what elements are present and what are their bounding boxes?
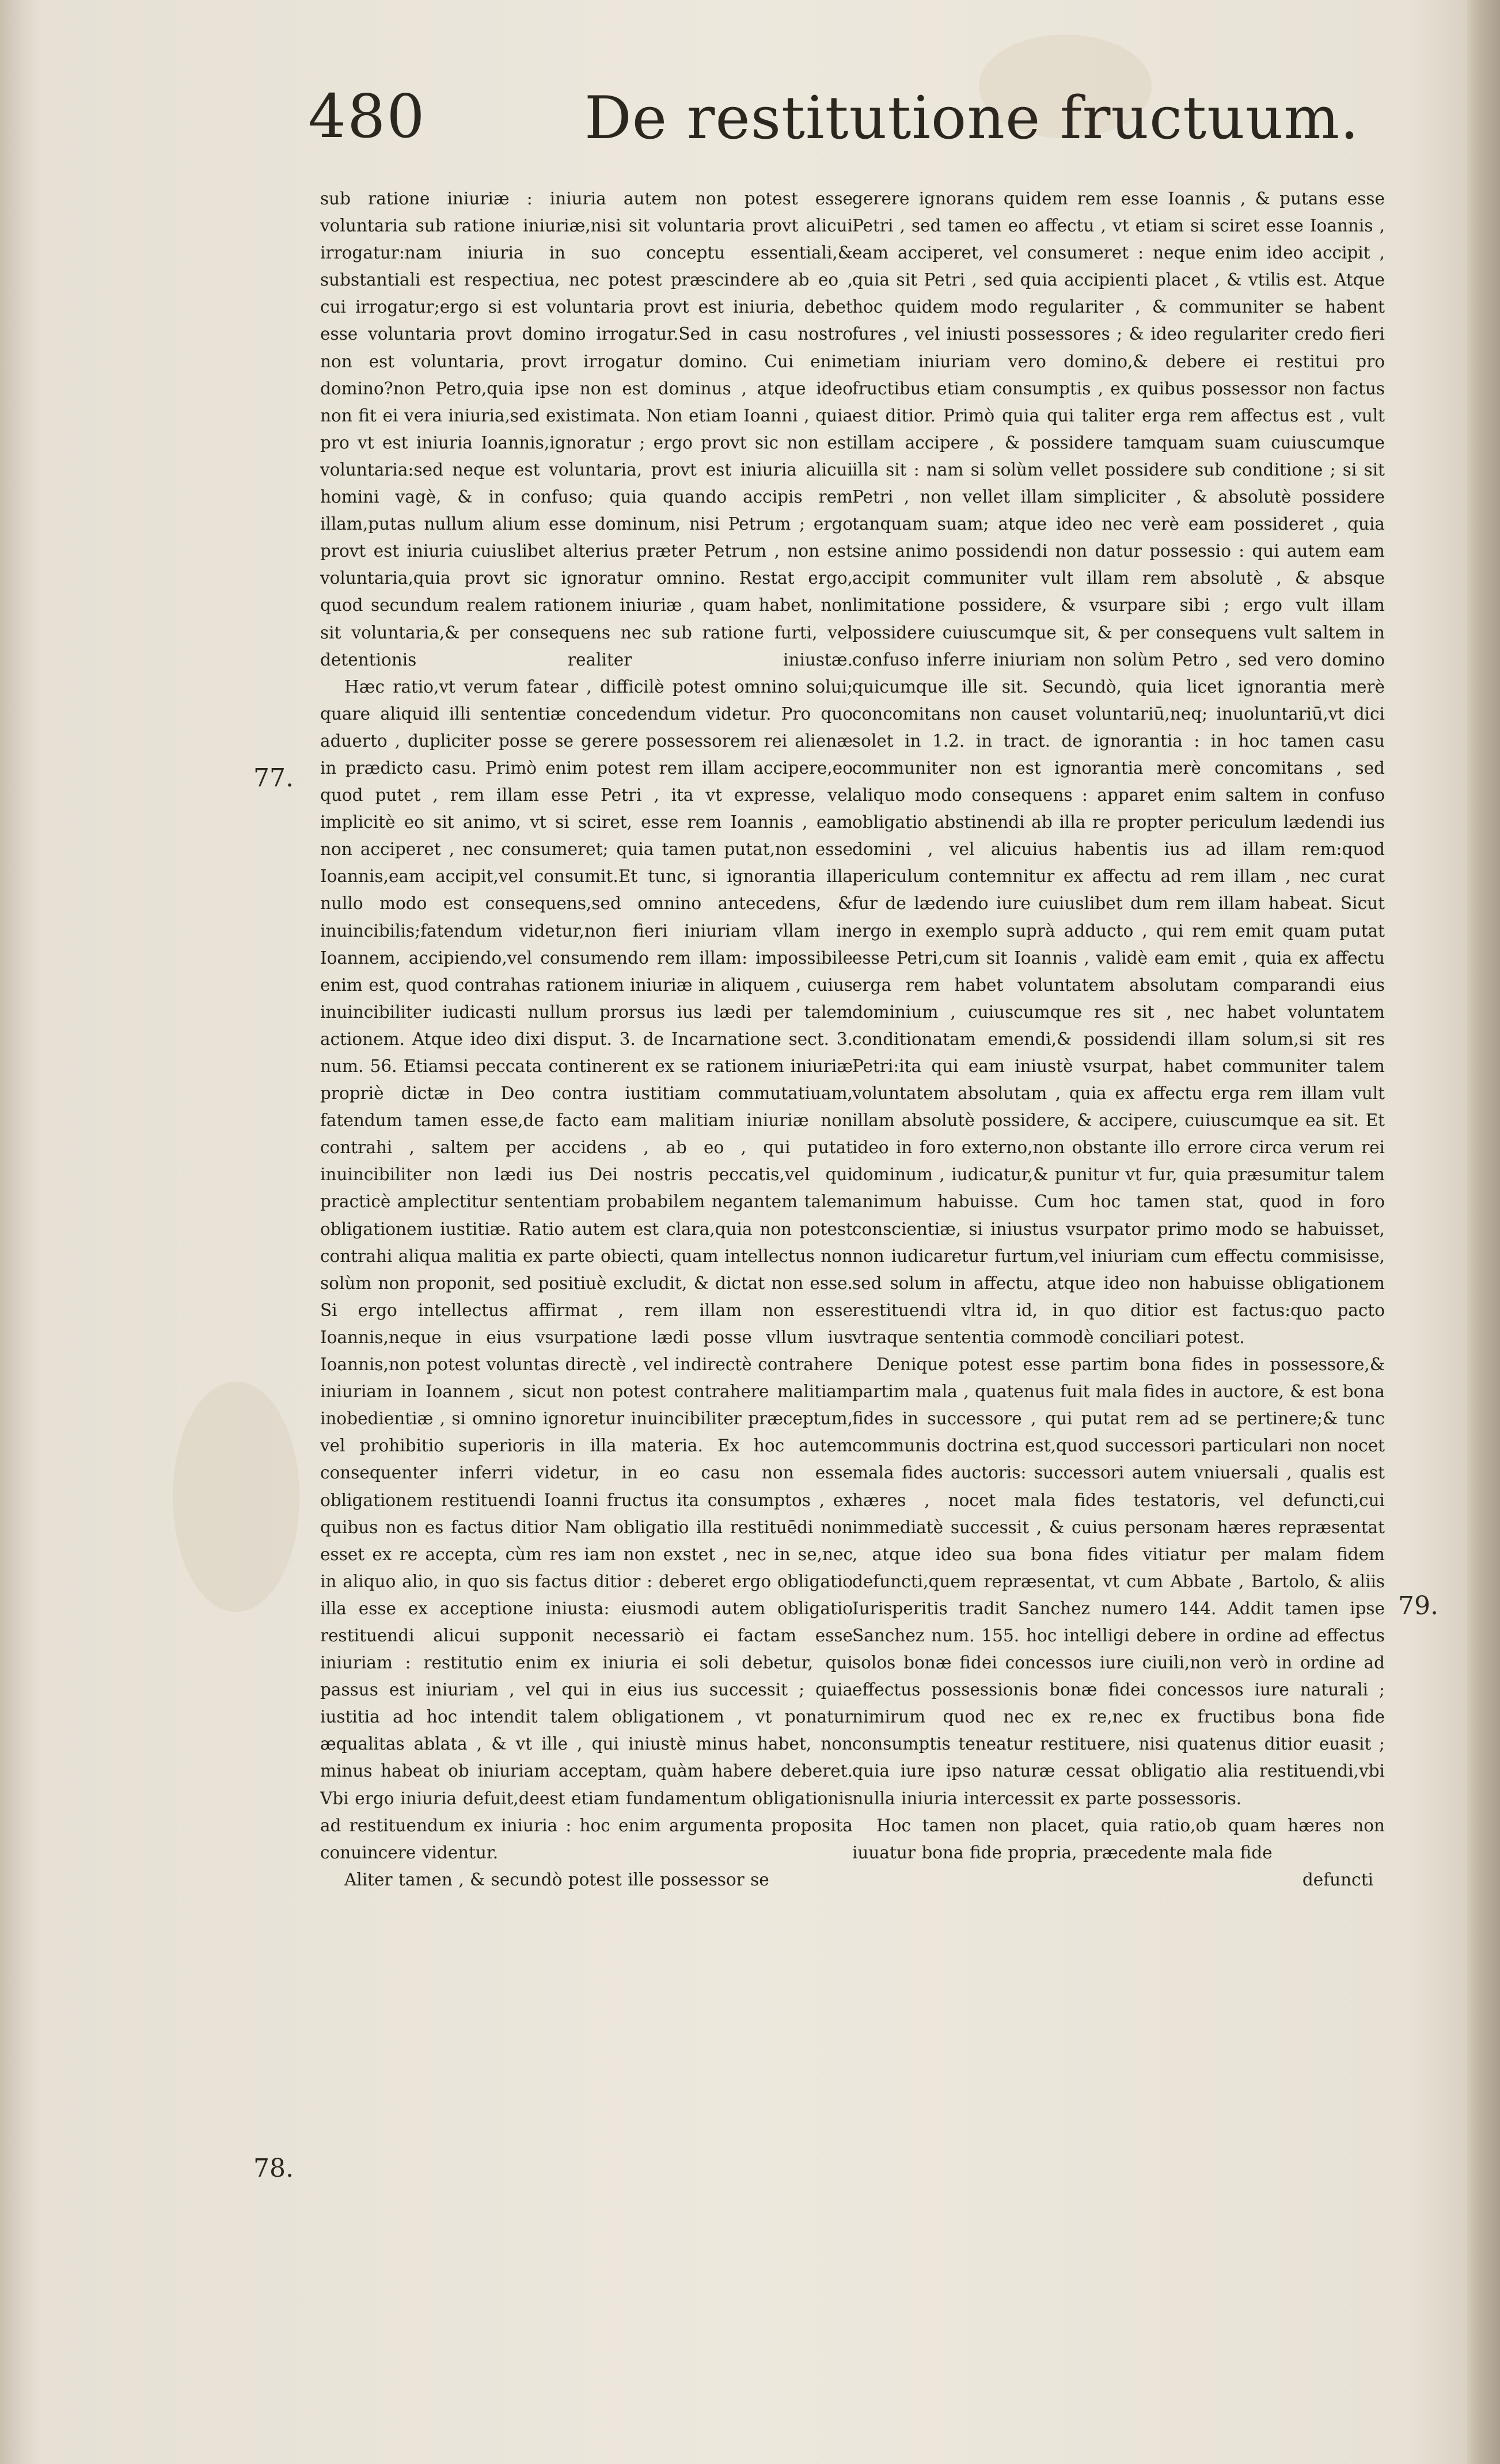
paragraph: Denique potest esse partim bona fides in possessore,& partim mala , quatenus fuit mala fides in auctore, & est bona fides in successore , qui putat rem ad se pertinere;& tunc communis doctrina est,quod successori particulari non nocet mala fides auctoris: successori autem vniuersali , qualis est hæres , nocet mala fides testatoris, vel defuncti,cui immediatè successit , & cuius personam hæres repræsentat , atque ideo sua bona fides vitiatur per malam fidem defuncti,quem repræsentat, vt cum Abbate , Bartolo, & aliis Iurisperitis tradit Sanchez numero 144. Addit tamen ipse Sanchez num. 155. hoc intelligi debere in ordine ad effectus solos bonæ fidei concessos iure ciuili,non verò in ordine ad effectus possessionis bonæ fidei concessos iure naturali ; nimirum quod nec ex re,nec ex fructibus bona fide consumptis teneatur restituere, nisi quatenus ditior euasit ; quia iure ipso naturæ cessat obligatio alia restituendi,vbi nulla iniuria intercessit ex parte possessoris. xyxy=(852,1355,1385,1808)
page-left-edge xyxy=(0,0,40,2464)
margin-number-79: 79. xyxy=(1398,1591,1438,1621)
paragraph: Aliter tamen , & secundò potest ille possessor se xyxy=(344,1869,769,1889)
page-number: 480 xyxy=(308,81,426,151)
paragraph: Hæc ratio,vt verum fatear , difficilè potest omnino solui; quare aliquid illi sententiæ concedendum videtur. Pro quo aduerto , dupliciter posse se gerere possessorem rei alienæ in prædicto casu. Primò enim potest rem illam accipere,eo quod putet , rem illam esse Petri , ita vt expresse, vel implicitè eo sit animo, vt si sciret, esse rem Ioannis , eam non acciperet , nec consumeret; quia tamen putat,non esse Ioannis,eam accipit,vel consumit.Et tunc, si ignorantia illa nullo modo est consequens,sed omnino antecedens, & inuincibilis;fatendum videtur,non fieri iniuriam vllam in Ioannem, accipiendo,vel consumendo rem illam: impossibile enim est, quod contrahas rationem iniuriæ in aliquem , cuius inuincibiliter iudicasti nullum prorsus ius lædi per talem actionem. Atque ideo dixi disput. 3. de Incarnatione sect. 3. num. 56. Etiamsi peccata continerent ex se rationem iniuriæ propriè dictæ in Deo contra iustitiam commutatiuam, fatendum tamen esse,de facto eam malitiam iniuriæ non contrahi , saltem per accidens , ab eo , qui putat inuincibiliter non lædi ius Dei nostris peccatis,vel qui practicè amplectitur sententiam probabilem negantem talem obligationem iustitiæ. Ratio autem est clara,quia non potest contrahi aliqua malitia ex parte obiecti, quam intellectus non solùm non proponit, sed positiuè excludit, & dictat non esse. Si ergo intellectus affirmat , rem illam non esse Ioannis,neque in eius vsurpatione lædi posse vllum ius Ioannis,non potest voluntas directè , vel indirectè contrahere iniuriam in Ioannem , sicut non potest contrahere malitiam inobedientiæ , si omnino ignoretur inuincibiliter præceptum, vel prohibitio superioris in illa materia. Ex hoc autem consequenter inferri videtur, in eo casu non esse obligationem restituendi Ioanni fructus ita consumptos , ex quibus non es factus ditior Nam obligatio illa restituēdi non esset ex re accepta, cùm res iam non exstet , nec in se,nec in aliquo alio, in quo sis factus ditior : deberet ergo obligatio illa esse ex acceptione iniusta: eiusmodi autem obligatio restituendi alicui supponit necessariò ei factam esse iniuriam : restitutio enim ex iniuria ei soli debetur, qui passus est iniuriam , vel qui in eius ius successit ; quia iustitia ad hoc intendit talem obligationem , vt ponatur æqualitas ablata , & vt ille , qui iniustè minus habet, non minus habeat ob iniuriam acceptam, quàm habere deberet. Vbi ergo iniuria defuit,deest etiam fundamentum obligationis ad restituendum ex iniuria : hoc enim argumenta proposita conuincere videntur. xyxy=(320,676,853,1862)
running-title: De restitutione fructuum. xyxy=(584,84,1360,153)
paragraph: sub ratione iniuriæ : iniuria autem non potest esse voluntaria sub ratione iniuriæ,nisi sit voluntaria provt alicui irrogatur:nam iniuria in suo conceptu essentiali,& substantiali est respectiua, nec potest præscindere ab eo , cui irrogatur;ergo si est voluntaria provt est iniuria, debet esse voluntaria provt domino irrogatur.Sed in casu nostro non est voluntaria, provt irrogatur domino. Cui enim domino?non Petro,quia ipse non est dominus , atque ideo non fit ei vera iniuria,sed existimata. Non etiam Ioanni , quia pro vt est iniuria Ioannis,ignoratur ; ergo provt sic non est voluntaria:sed neque est voluntaria, provt est iniuria alicui homini vagè, & in confuso; quia quando accipis rem illam,putas nullum alium esse dominum, nisi Petrum ; ergo provt est iniuria cuiuslibet alterius præter Petrum , non est voluntaria,quia provt sic ignoratur omnino. Restat ergo, quod secundum realem rationem iniuriæ , quam habet, non sit voluntaria,& per consequens nec sub ratione furti, vel detentionis realiter iniustæ. xyxy=(320,189,853,670)
paragraph: gerere ignorans quidem rem esse Ioannis , & putans esse Petri , sed tamen eo affectu , vt etiam si sciret esse Ioannis , eam acciperet, vel consumeret : neque enim ideo accipit , quia sit Petri , sed quia accipienti placet , & vtilis est. Atque hoc quidem modo regulariter , & communiter se habent fures , vel iniusti possessores ; & ideo regulariter credo fieri etiam iniuriam vero domino,& debere ei restitui pro fructibus etiam consumptis , ex quibus possessor non factus est ditior. Primò quia qui taliter erga rem affectus est , vult illam accipere , & possidere tamquam suam cuiuscumque illa sit : nam si solùm vellet possidere sub conditione ; si sit Petri , non vellet illam simpliciter , & absolutè possidere tanquam suam; atque ideo nec verè eam possideret , quia sine animo possidendi non datur possessio : qui autem eam accipit communiter vult illam rem absolutè , & absque limitatione possidere, & vsurpare sibi ; ergo vult illam possidere cuiuscumque sit, & per consequens vult saltem in confuso inferre iniuriam non solùm Petro , sed vero domino quicumque ille sit. Secundò, quia licet ignorantia merè concomitans non causet voluntariū,neq; inuoluntariū,vt dici solet in 1.2. in tract. de ignorantia : in hoc tamen casu communiter non est ignorantia merè concomitans , sed aliquo modo consequens : apparet enim saltem in confuso obligatio abstinendi ab illa re propter periculum lædendi ius domini , vel alicuius habentis ius ad illam rem:quod periculum contemnitur ex affectu ad rem illam , nec curat fur de lædendo iure cuiuslibet dum rem illam habeat. Sicut ergo in exemplo suprà adducto , qui rem emit quam putat esse Petri,cum sit Ioannis , validè eam emit , quia ex affectu erga rem habet voluntatem absolutam comparandi eius dominium , cuiuscumque res sit , nec habet voluntatem conditionatam emendi,& possidendi illam solum,si sit res Petri:ita qui eam iniustè vsurpat, habet communiter talem voluntatem absolutam , quia ex affectu erga rem illam vult illam absolutè possidere, & accipere, cuiuscumque ea sit. Et ideo in foro externo,non obstante illo errore circa verum rei dominum , iudicatur,& punitur vt fur, quia præsumitur talem animum habuisse. Cum hoc tamen stat, quod in foro conscientiæ, si iniustus vsurpator primo modo se habuisset, non iudicaretur furtum,vel iniuriam cum effectu commisisse, sed solum in affectu, atque ideo non habuisse obligationem restituendi vltra id, in quo ditior est factus:quo pacto vtraque sententia commodè conciliari potest. xyxy=(852,189,1385,1347)
paper-stain xyxy=(173,1382,299,1612)
catchword: defuncti xyxy=(1302,1869,1373,1889)
page-right-edge xyxy=(1467,0,1500,2464)
left-text-column xyxy=(320,185,853,1893)
margin-number-78: 78. xyxy=(253,2154,294,2183)
right-text-column xyxy=(852,185,1385,1893)
margin-number-77: 77. xyxy=(253,763,294,793)
paragraph: Hoc tamen non placet, quia ratio,ob quam hæres non iuuatur bona fide propria, præcedente mala fide xyxy=(852,1815,1385,1862)
